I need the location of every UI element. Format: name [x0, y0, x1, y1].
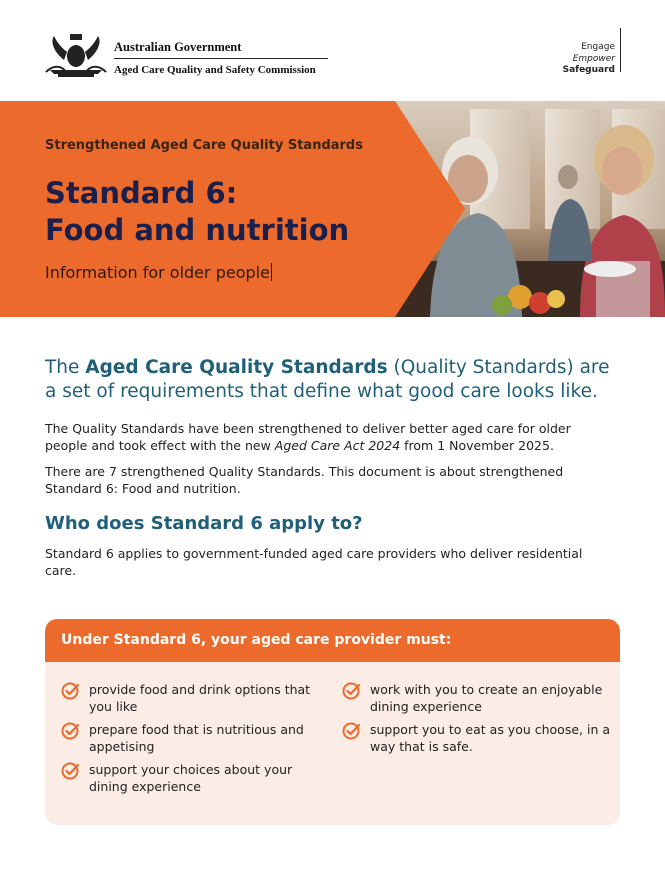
- list-item-text: support your choices about your dining experience: [89, 762, 293, 794]
- list-item: [342, 721, 612, 755]
- card-title: Under Standard 6, your aged care provider must:: [61, 632, 452, 648]
- card-header: [45, 619, 620, 662]
- coat-of-arms-icon: [44, 30, 108, 80]
- list-item: [61, 681, 331, 715]
- title-line-1: Standard 6:: [45, 176, 238, 210]
- check-circle-icon: [342, 681, 362, 701]
- divider: [114, 58, 328, 59]
- text-cursor: [271, 263, 272, 281]
- list-item-text: support you to eat as you choose, in a way that is safe.: [370, 722, 611, 754]
- government-name: Australian Government: [114, 40, 242, 54]
- page-title: [45, 175, 349, 249]
- paragraph-seven-standards: There are 7 strengthened Quality Standards. This document is about strengthened Standard 6: Food and nutrition.: [45, 464, 564, 496]
- act-title: Aged Care Act 2024: [274, 438, 401, 453]
- tagline-divider: [620, 28, 621, 72]
- intro-statement: [45, 356, 625, 404]
- list-item-text: provide food and drink options that you like: [89, 682, 311, 714]
- list-item-text: prepare food that is nutritious and appetising: [89, 722, 304, 754]
- title-line-2: Food and nutrition: [45, 213, 350, 247]
- list-item: [342, 681, 612, 715]
- tagline-empower: Empower: [572, 53, 615, 64]
- requirements-left-column: [61, 681, 331, 801]
- check-circle-icon: [61, 681, 81, 701]
- intro-pre: The: [45, 357, 86, 378]
- tagline: [563, 42, 615, 77]
- tagline-safeguard: Safeguard: [562, 65, 615, 75]
- tagline-engage: Engage: [581, 42, 615, 52]
- check-circle-icon: [61, 721, 81, 741]
- section-heading: Who does Standard 6 apply to?: [45, 513, 363, 534]
- paragraph-applies: Standard 6 applies to government-funded aged care providers who deliver residential care.: [45, 546, 583, 578]
- p1-pre: The Quality Standards have been strengthened to deliver better aged care for older people and took effect with the new: [45, 421, 571, 453]
- list-item: [61, 761, 331, 795]
- requirements-right-column: [342, 681, 612, 761]
- series-title: Strengthened Aged Care Quality Standards: [45, 138, 363, 153]
- hero-banner: [0, 101, 665, 317]
- p1-post: from 1 November 2025.: [400, 438, 554, 453]
- commission-name: Aged Care Quality and Safety Commission: [114, 64, 316, 76]
- check-circle-icon: [342, 721, 362, 741]
- list-item-text: work with you to create an enjoyable dining experience: [370, 682, 603, 714]
- audience-subtitle: [45, 263, 272, 282]
- paragraph-strengthened: [45, 420, 605, 454]
- list-item: [61, 721, 331, 755]
- subtitle-text: Information for older people: [45, 263, 270, 282]
- check-circle-icon: [61, 761, 81, 781]
- intro-bold: Aged Care Quality Standards: [85, 357, 388, 378]
- requirements-card: [45, 619, 620, 825]
- hero-text: [45, 101, 405, 317]
- intro-post: (Quality Standards) are a set of requirements that define what good care looks like.: [45, 357, 610, 402]
- government-identity: [114, 40, 328, 77]
- page-header: [0, 0, 665, 100]
